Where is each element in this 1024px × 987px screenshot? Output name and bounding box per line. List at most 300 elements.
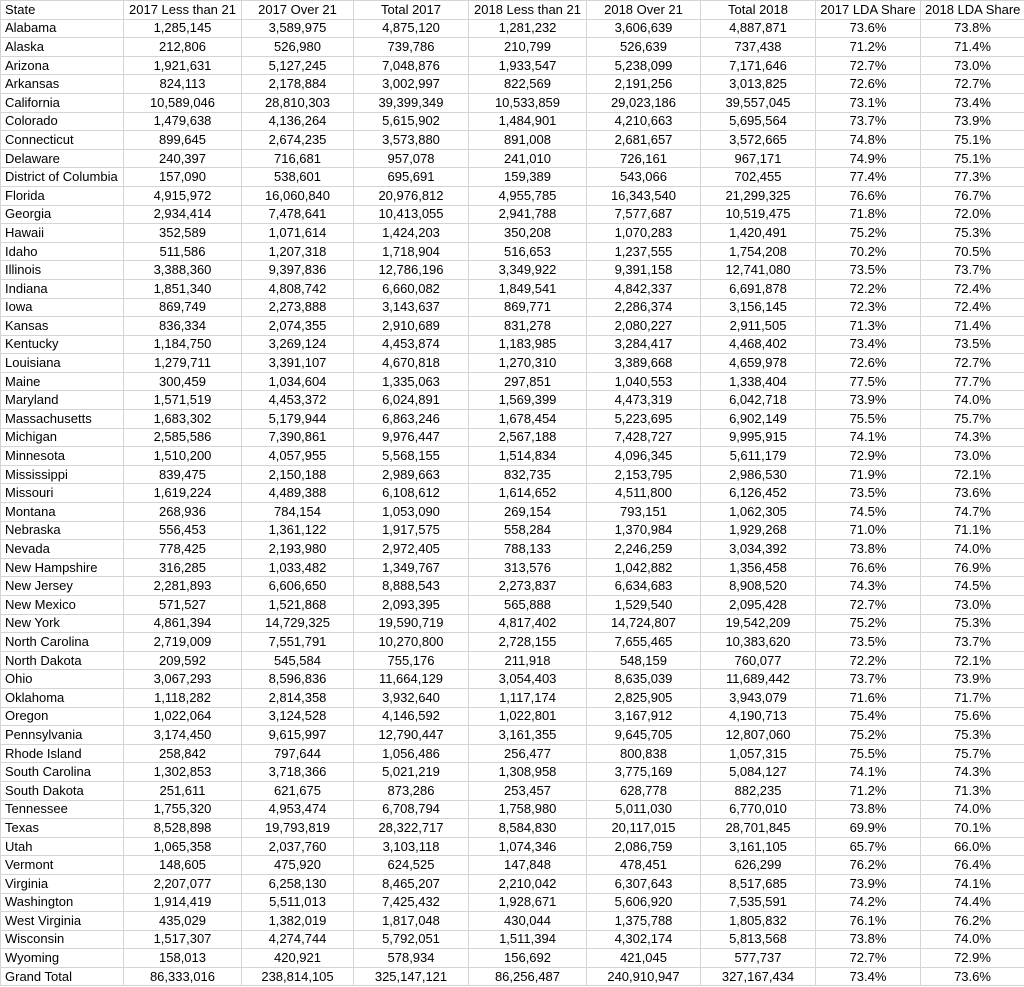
lda-share-2017-cell: 69.9% — [816, 819, 921, 838]
less-than-21-2017-cell: 1,479,638 — [124, 112, 242, 131]
header-row — [1, 1, 1024, 20]
less-than-21-2018-cell: 269,154 — [469, 503, 587, 522]
over-21-2017-cell: 6,258,130 — [242, 874, 354, 893]
over-21-2017-cell: 4,489,388 — [242, 484, 354, 503]
grand-total-row — [1, 967, 1024, 986]
total-2017-cell: 12,790,447 — [354, 726, 469, 745]
less-than-21-2017-cell: 158,013 — [124, 949, 242, 968]
over-21-2018-cell: 9,391,158 — [587, 261, 701, 280]
less-than-21-2018-cell: 1,117,174 — [469, 688, 587, 707]
over-21-2018-cell: 20,117,015 — [587, 819, 701, 838]
total-2018-cell: 626,299 — [701, 856, 816, 875]
lda-share-2017-cell: 76.2% — [816, 856, 921, 875]
total-2018-cell: 702,455 — [701, 168, 816, 187]
less-than-21-2018-cell: 2,941,788 — [469, 205, 587, 224]
state-cell: Arkansas — [1, 75, 124, 94]
table-row — [1, 949, 1024, 968]
less-than-21-2017-cell: 1,517,307 — [124, 930, 242, 949]
over-21-2017-cell: 9,615,997 — [242, 726, 354, 745]
table-row — [1, 465, 1024, 484]
table-row — [1, 837, 1024, 856]
total-2017-cell: 755,176 — [354, 651, 469, 670]
lda-share-2018-cell: 71.4% — [921, 38, 1024, 57]
total-2018-cell: 3,034,392 — [701, 540, 816, 559]
over-21-2017-cell: 2,814,358 — [242, 688, 354, 707]
over-21-2017-cell: 2,037,760 — [242, 837, 354, 856]
total-2018-cell: 1,062,305 — [701, 503, 816, 522]
less-than-21-2017-cell: 268,936 — [124, 503, 242, 522]
over-21-2017-cell: 797,644 — [242, 744, 354, 763]
less-than-21-2018-cell: 788,133 — [469, 540, 587, 559]
state-cell: Illinois — [1, 261, 124, 280]
lda-share-2018-cell: 75.7% — [921, 744, 1024, 763]
lda-share-2018-cell: 74.3% — [921, 763, 1024, 782]
lda-share-2018-cell: 72.1% — [921, 651, 1024, 670]
over-21-2018-cell: 3,606,639 — [587, 19, 701, 38]
less-than-21-2017-cell: 300,459 — [124, 372, 242, 391]
total-2018-cell: 8,908,520 — [701, 577, 816, 596]
total-2018-cell: 5,695,564 — [701, 112, 816, 131]
state-cell: Rhode Island — [1, 744, 124, 763]
lda-share-2018-cell: 76.2% — [921, 912, 1024, 931]
state-cell: New Jersey — [1, 577, 124, 596]
over-21-2017-cell: 238,814,105 — [242, 967, 354, 986]
state-cell: Colorado — [1, 112, 124, 131]
over-21-2018-cell: 2,286,374 — [587, 298, 701, 317]
table-row — [1, 75, 1024, 94]
over-21-2018-cell: 6,634,683 — [587, 577, 701, 596]
less-than-21-2018-cell: 256,477 — [469, 744, 587, 763]
lda-share-2018-cell: 75.1% — [921, 149, 1024, 168]
lda-share-2018-cell: 73.4% — [921, 93, 1024, 112]
table-row — [1, 726, 1024, 745]
state-cell: Idaho — [1, 242, 124, 261]
lda-share-2017-cell: 72.7% — [816, 56, 921, 75]
total-2017-cell: 4,875,120 — [354, 19, 469, 38]
state-cell: Michigan — [1, 428, 124, 447]
total-2018-cell: 1,805,832 — [701, 912, 816, 931]
less-than-21-2017-cell: 3,174,450 — [124, 726, 242, 745]
over-21-2018-cell: 3,775,169 — [587, 763, 701, 782]
total-2018-cell: 2,911,505 — [701, 317, 816, 336]
total-2018-cell: 5,611,179 — [701, 447, 816, 466]
state-cell: Pennsylvania — [1, 726, 124, 745]
total-2018-cell: 3,156,145 — [701, 298, 816, 317]
lda-share-2017-cell: 73.8% — [816, 800, 921, 819]
total-2018-cell: 967,171 — [701, 149, 816, 168]
lda-share-2017-cell: 65.7% — [816, 837, 921, 856]
less-than-21-2018-cell: 1,511,394 — [469, 930, 587, 949]
lda-share-2018-cell: 73.0% — [921, 596, 1024, 615]
over-21-2017-cell: 420,921 — [242, 949, 354, 968]
lda-share-2017-cell: 72.6% — [816, 75, 921, 94]
less-than-21-2017-cell: 2,281,893 — [124, 577, 242, 596]
less-than-21-2018-cell: 4,817,402 — [469, 614, 587, 633]
over-21-2018-cell: 3,284,417 — [587, 335, 701, 354]
total-2017-cell: 20,976,812 — [354, 186, 469, 205]
lda-share-2018-cell: 73.7% — [921, 261, 1024, 280]
header-2017-less-than-21: 2017 Less than 21 — [124, 1, 242, 20]
total-2017-cell: 624,525 — [354, 856, 469, 875]
over-21-2018-cell: 548,159 — [587, 651, 701, 670]
over-21-2017-cell: 621,675 — [242, 781, 354, 800]
total-2017-cell: 7,048,876 — [354, 56, 469, 75]
lda-share-2018-cell: 66.0% — [921, 837, 1024, 856]
less-than-21-2017-cell: 1,755,320 — [124, 800, 242, 819]
less-than-21-2017-cell: 258,842 — [124, 744, 242, 763]
state-cell: Maine — [1, 372, 124, 391]
table-row — [1, 874, 1024, 893]
less-than-21-2017-cell: 251,611 — [124, 781, 242, 800]
total-2017-cell: 6,024,891 — [354, 391, 469, 410]
total-2017-cell: 6,108,612 — [354, 484, 469, 503]
total-2018-cell: 1,929,268 — [701, 521, 816, 540]
less-than-21-2018-cell: 1,074,346 — [469, 837, 587, 856]
total-2017-cell: 39,399,349 — [354, 93, 469, 112]
less-than-21-2017-cell: 10,589,046 — [124, 93, 242, 112]
state-cell: California — [1, 93, 124, 112]
lda-share-2018-cell: 72.7% — [921, 75, 1024, 94]
less-than-21-2017-cell: 1,571,519 — [124, 391, 242, 410]
less-than-21-2017-cell: 2,719,009 — [124, 633, 242, 652]
table-row — [1, 577, 1024, 596]
over-21-2017-cell: 8,596,836 — [242, 670, 354, 689]
lda-share-2017-cell: 71.6% — [816, 688, 921, 707]
over-21-2018-cell: 5,606,920 — [587, 893, 701, 912]
lda-share-2017-cell: 76.1% — [816, 912, 921, 931]
total-2018-cell: 1,420,491 — [701, 224, 816, 243]
table-row — [1, 298, 1024, 317]
over-21-2017-cell: 2,178,884 — [242, 75, 354, 94]
lda-share-2018-cell: 75.1% — [921, 131, 1024, 150]
less-than-21-2018-cell: 1,614,652 — [469, 484, 587, 503]
over-21-2018-cell: 14,724,807 — [587, 614, 701, 633]
lda-share-2017-cell: 73.5% — [816, 484, 921, 503]
total-2017-cell: 7,425,432 — [354, 893, 469, 912]
over-21-2018-cell: 726,161 — [587, 149, 701, 168]
lda-share-2018-cell: 73.6% — [921, 484, 1024, 503]
over-21-2018-cell: 2,153,795 — [587, 465, 701, 484]
less-than-21-2018-cell: 1,569,399 — [469, 391, 587, 410]
less-than-21-2017-cell: 316,285 — [124, 558, 242, 577]
state-cell: North Dakota — [1, 651, 124, 670]
total-2017-cell: 2,093,395 — [354, 596, 469, 615]
over-21-2018-cell: 5,223,695 — [587, 410, 701, 429]
less-than-21-2017-cell: 899,645 — [124, 131, 242, 150]
total-2018-cell: 6,770,010 — [701, 800, 816, 819]
less-than-21-2017-cell: 556,453 — [124, 521, 242, 540]
header-2018-less-than-21: 2018 Less than 21 — [469, 1, 587, 20]
total-2017-cell: 5,615,902 — [354, 112, 469, 131]
lda-share-2017-cell: 72.6% — [816, 354, 921, 373]
over-21-2017-cell: 4,453,372 — [242, 391, 354, 410]
over-21-2017-cell: 3,124,528 — [242, 707, 354, 726]
total-2017-cell: 6,863,246 — [354, 410, 469, 429]
over-21-2018-cell: 1,237,555 — [587, 242, 701, 261]
total-2017-cell: 19,590,719 — [354, 614, 469, 633]
over-21-2017-cell: 3,391,107 — [242, 354, 354, 373]
lda-share-2017-cell: 71.2% — [816, 781, 921, 800]
less-than-21-2018-cell: 3,349,922 — [469, 261, 587, 280]
less-than-21-2017-cell: 1,921,631 — [124, 56, 242, 75]
table-row — [1, 354, 1024, 373]
less-than-21-2018-cell: 211,918 — [469, 651, 587, 670]
less-than-21-2017-cell: 571,527 — [124, 596, 242, 615]
less-than-21-2017-cell: 1,065,358 — [124, 837, 242, 856]
state-cell: Missouri — [1, 484, 124, 503]
lda-share-2018-cell: 70.1% — [921, 819, 1024, 838]
less-than-21-2018-cell: 297,851 — [469, 372, 587, 391]
state-cell: Mississippi — [1, 465, 124, 484]
total-2017-cell: 2,989,663 — [354, 465, 469, 484]
state-cell: Grand Total — [1, 967, 124, 986]
less-than-21-2017-cell: 1,285,145 — [124, 19, 242, 38]
total-2018-cell: 760,077 — [701, 651, 816, 670]
over-21-2018-cell: 16,343,540 — [587, 186, 701, 205]
total-2017-cell: 873,286 — [354, 781, 469, 800]
table-row — [1, 540, 1024, 559]
over-21-2017-cell: 5,127,245 — [242, 56, 354, 75]
less-than-21-2018-cell: 8,584,830 — [469, 819, 587, 838]
total-2018-cell: 4,887,871 — [701, 19, 816, 38]
less-than-21-2017-cell: 869,749 — [124, 298, 242, 317]
table-row — [1, 391, 1024, 410]
over-21-2018-cell: 1,040,553 — [587, 372, 701, 391]
total-2017-cell: 1,917,575 — [354, 521, 469, 540]
over-21-2018-cell: 4,511,800 — [587, 484, 701, 503]
header-total-2018: Total 2018 — [701, 1, 816, 20]
table-row — [1, 503, 1024, 522]
over-21-2018-cell: 1,529,540 — [587, 596, 701, 615]
total-2017-cell: 1,424,203 — [354, 224, 469, 243]
lda-share-2018-cell: 74.0% — [921, 540, 1024, 559]
over-21-2018-cell: 2,191,256 — [587, 75, 701, 94]
lda-share-2017-cell: 73.8% — [816, 930, 921, 949]
less-than-21-2018-cell: 430,044 — [469, 912, 587, 931]
over-21-2017-cell: 28,810,303 — [242, 93, 354, 112]
total-2018-cell: 6,126,452 — [701, 484, 816, 503]
lda-share-2017-cell: 72.3% — [816, 298, 921, 317]
total-2017-cell: 4,670,818 — [354, 354, 469, 373]
less-than-21-2017-cell: 212,806 — [124, 38, 242, 57]
less-than-21-2018-cell: 10,533,859 — [469, 93, 587, 112]
state-cell: Virginia — [1, 874, 124, 893]
less-than-21-2017-cell: 1,851,340 — [124, 279, 242, 298]
over-21-2018-cell: 4,473,319 — [587, 391, 701, 410]
over-21-2017-cell: 2,273,888 — [242, 298, 354, 317]
total-2018-cell: 28,701,845 — [701, 819, 816, 838]
less-than-21-2017-cell: 148,605 — [124, 856, 242, 875]
lda-share-2018-cell: 74.7% — [921, 503, 1024, 522]
less-than-21-2018-cell: 1,758,980 — [469, 800, 587, 819]
over-21-2018-cell: 6,307,643 — [587, 874, 701, 893]
total-2018-cell: 3,161,105 — [701, 837, 816, 856]
over-21-2018-cell: 29,023,186 — [587, 93, 701, 112]
lda-share-2017-cell: 75.5% — [816, 744, 921, 763]
total-2017-cell: 6,660,082 — [354, 279, 469, 298]
total-2017-cell: 4,146,592 — [354, 707, 469, 726]
less-than-21-2018-cell: 241,010 — [469, 149, 587, 168]
total-2018-cell: 4,190,713 — [701, 707, 816, 726]
over-21-2017-cell: 7,390,861 — [242, 428, 354, 447]
lda-share-2018-cell: 73.0% — [921, 56, 1024, 75]
table-row — [1, 633, 1024, 652]
lda-share-2017-cell: 71.9% — [816, 465, 921, 484]
total-2018-cell: 5,813,568 — [701, 930, 816, 949]
state-cell: North Carolina — [1, 633, 124, 652]
over-21-2018-cell: 4,302,174 — [587, 930, 701, 949]
less-than-21-2018-cell: 1,281,232 — [469, 19, 587, 38]
total-2017-cell: 3,573,880 — [354, 131, 469, 150]
over-21-2017-cell: 2,150,188 — [242, 465, 354, 484]
lda-share-2018-cell: 75.7% — [921, 410, 1024, 429]
lda-share-2018-cell: 73.8% — [921, 19, 1024, 38]
lda-share-2017-cell: 71.3% — [816, 317, 921, 336]
total-2018-cell: 1,338,404 — [701, 372, 816, 391]
less-than-21-2018-cell: 2,728,155 — [469, 633, 587, 652]
lda-share-2017-cell: 72.2% — [816, 651, 921, 670]
header-2018-over-21: 2018 Over 21 — [587, 1, 701, 20]
lda-share-2018-cell: 73.0% — [921, 447, 1024, 466]
total-2018-cell: 3,943,079 — [701, 688, 816, 707]
table-row — [1, 484, 1024, 503]
lda-share-2018-cell: 74.3% — [921, 428, 1024, 447]
less-than-21-2018-cell: 1,183,985 — [469, 335, 587, 354]
less-than-21-2017-cell: 1,118,282 — [124, 688, 242, 707]
state-cell: West Virginia — [1, 912, 124, 931]
lda-share-2017-cell: 72.7% — [816, 596, 921, 615]
table-row — [1, 19, 1024, 38]
total-2017-cell: 10,270,800 — [354, 633, 469, 652]
over-21-2018-cell: 628,778 — [587, 781, 701, 800]
over-21-2018-cell: 4,096,345 — [587, 447, 701, 466]
lda-share-2017-cell: 73.9% — [816, 391, 921, 410]
total-2018-cell: 737,438 — [701, 38, 816, 57]
less-than-21-2018-cell: 156,692 — [469, 949, 587, 968]
total-2018-cell: 6,902,149 — [701, 410, 816, 429]
total-2017-cell: 3,103,118 — [354, 837, 469, 856]
state-cell: Arizona — [1, 56, 124, 75]
less-than-21-2017-cell: 824,113 — [124, 75, 242, 94]
total-2018-cell: 3,013,825 — [701, 75, 816, 94]
lda-share-2017-cell: 74.2% — [816, 893, 921, 912]
total-2018-cell: 2,986,530 — [701, 465, 816, 484]
less-than-21-2018-cell: 565,888 — [469, 596, 587, 615]
lda-share-2017-cell: 71.0% — [816, 521, 921, 540]
over-21-2017-cell: 1,382,019 — [242, 912, 354, 931]
lda-share-2017-cell: 76.6% — [816, 558, 921, 577]
total-2018-cell: 7,535,591 — [701, 893, 816, 912]
table-row — [1, 410, 1024, 429]
total-2018-cell: 4,659,978 — [701, 354, 816, 373]
less-than-21-2018-cell: 350,208 — [469, 224, 587, 243]
over-21-2018-cell: 5,238,099 — [587, 56, 701, 75]
total-2017-cell: 4,453,874 — [354, 335, 469, 354]
over-21-2017-cell: 538,601 — [242, 168, 354, 187]
header-2018-lda-share: 2018 LDA Share — [921, 1, 1024, 20]
table-row — [1, 596, 1024, 615]
state-cell: Oregon — [1, 707, 124, 726]
less-than-21-2017-cell: 1,914,419 — [124, 893, 242, 912]
less-than-21-2018-cell: 832,735 — [469, 465, 587, 484]
lda-share-2017-cell: 74.9% — [816, 149, 921, 168]
over-21-2017-cell: 19,793,819 — [242, 819, 354, 838]
state-cell: Ohio — [1, 670, 124, 689]
less-than-21-2018-cell: 4,955,785 — [469, 186, 587, 205]
over-21-2017-cell: 784,154 — [242, 503, 354, 522]
over-21-2017-cell: 4,057,955 — [242, 447, 354, 466]
lda-share-2017-cell: 77.4% — [816, 168, 921, 187]
lda-share-2018-cell: 72.1% — [921, 465, 1024, 484]
state-cell: Nevada — [1, 540, 124, 559]
lda-share-2017-cell: 75.5% — [816, 410, 921, 429]
table-row — [1, 763, 1024, 782]
less-than-21-2017-cell: 4,915,972 — [124, 186, 242, 205]
total-2017-cell: 739,786 — [354, 38, 469, 57]
table-row — [1, 819, 1024, 838]
over-21-2017-cell: 1,033,482 — [242, 558, 354, 577]
over-21-2018-cell: 2,825,905 — [587, 688, 701, 707]
less-than-21-2018-cell: 1,849,541 — [469, 279, 587, 298]
over-21-2018-cell: 3,167,912 — [587, 707, 701, 726]
over-21-2018-cell: 2,681,657 — [587, 131, 701, 150]
total-2017-cell: 1,718,904 — [354, 242, 469, 261]
table-row — [1, 744, 1024, 763]
less-than-21-2018-cell: 3,054,403 — [469, 670, 587, 689]
header-state: State — [1, 1, 124, 20]
total-2017-cell: 1,335,063 — [354, 372, 469, 391]
table-body — [1, 19, 1024, 986]
less-than-21-2017-cell: 3,067,293 — [124, 670, 242, 689]
state-cell: South Carolina — [1, 763, 124, 782]
table-row — [1, 261, 1024, 280]
total-2017-cell: 6,708,794 — [354, 800, 469, 819]
table-row — [1, 224, 1024, 243]
lda-share-2018-cell: 75.3% — [921, 726, 1024, 745]
less-than-21-2018-cell: 3,161,355 — [469, 726, 587, 745]
lda-share-2018-cell: 74.1% — [921, 874, 1024, 893]
lda-share-2017-cell: 76.6% — [816, 186, 921, 205]
less-than-21-2017-cell: 3,388,360 — [124, 261, 242, 280]
table-row — [1, 800, 1024, 819]
total-2017-cell: 1,817,048 — [354, 912, 469, 931]
lda-share-2018-cell: 74.0% — [921, 930, 1024, 949]
table-row — [1, 242, 1024, 261]
less-than-21-2018-cell: 831,278 — [469, 317, 587, 336]
less-than-21-2017-cell: 1,279,711 — [124, 354, 242, 373]
lda-share-2018-cell: 73.5% — [921, 335, 1024, 354]
total-2017-cell: 1,056,486 — [354, 744, 469, 763]
less-than-21-2018-cell: 210,799 — [469, 38, 587, 57]
less-than-21-2018-cell: 1,928,671 — [469, 893, 587, 912]
total-2017-cell: 10,413,055 — [354, 205, 469, 224]
total-2018-cell: 11,689,442 — [701, 670, 816, 689]
over-21-2017-cell: 1,361,122 — [242, 521, 354, 540]
state-cell: Utah — [1, 837, 124, 856]
total-2018-cell: 10,383,620 — [701, 633, 816, 652]
lda-share-2018-cell: 76.4% — [921, 856, 1024, 875]
state-cell: Vermont — [1, 856, 124, 875]
less-than-21-2017-cell: 839,475 — [124, 465, 242, 484]
over-21-2018-cell: 2,246,259 — [587, 540, 701, 559]
less-than-21-2017-cell: 1,184,750 — [124, 335, 242, 354]
over-21-2017-cell: 7,478,641 — [242, 205, 354, 224]
lda-share-2018-cell: 75.6% — [921, 707, 1024, 726]
lda-share-2018-cell: 74.4% — [921, 893, 1024, 912]
lda-share-2018-cell: 71.4% — [921, 317, 1024, 336]
less-than-21-2018-cell: 891,008 — [469, 131, 587, 150]
lda-share-2017-cell: 73.4% — [816, 967, 921, 986]
